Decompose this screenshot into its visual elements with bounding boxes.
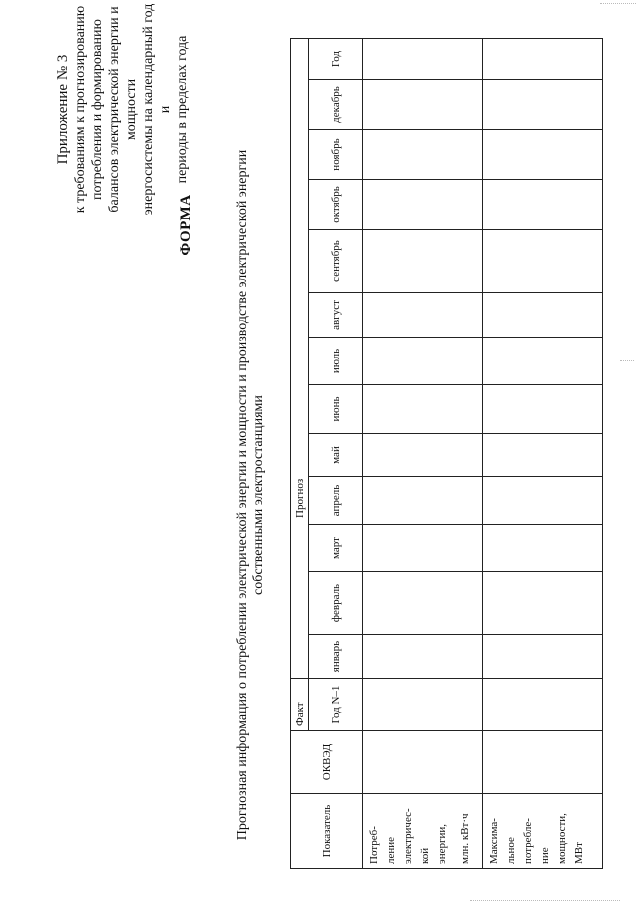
form-title-line1: Прогнозная информация о потреблении электрической энергии и мощности и производстве электрической энергии [235, 149, 250, 841]
table-cell [483, 130, 603, 180]
row-label-line: Потреб- [368, 826, 380, 864]
row-label-power [483, 794, 603, 869]
appendix-line: потребления и формированию [90, 19, 105, 200]
row-label-energy [363, 794, 483, 869]
table-cell [363, 180, 483, 230]
table-cell [483, 434, 603, 477]
table-cell [363, 434, 483, 477]
row-label-line: ние [539, 847, 551, 864]
table-cell [483, 731, 603, 794]
header-month-january: январь [309, 635, 363, 679]
header-month-february: февраль [309, 572, 363, 635]
scan-edge-mark [600, 3, 636, 4]
scan-edge-mark [470, 900, 620, 901]
row-label-line: МВт [573, 842, 585, 864]
appendix-header [55, 2, 191, 217]
table-cell [363, 39, 483, 80]
table-cell [363, 130, 483, 180]
table-cell [483, 572, 603, 635]
header-year: Год [309, 39, 363, 80]
table-cell [483, 635, 603, 679]
row-label-line: льное [505, 837, 517, 864]
row-label-line: энергии, [436, 823, 448, 864]
row-label-line: мощности, [556, 813, 568, 864]
appendix-line: периоды в пределах года [175, 35, 190, 184]
table-cell [363, 385, 483, 434]
table-cell [363, 230, 483, 293]
header-month-april: апрель [309, 477, 363, 525]
header-month-september: сентябрь [309, 230, 363, 293]
table-cell [363, 338, 483, 385]
header-fact: Факт [291, 679, 309, 731]
appendix-line: к требованиям к прогнозированию [73, 5, 88, 214]
table-cell [363, 679, 483, 731]
row-label-line: Максима- [488, 818, 500, 864]
table-row [483, 39, 603, 869]
table-cell [483, 477, 603, 525]
header-month-august: август [309, 293, 363, 338]
table-cell [483, 293, 603, 338]
table-cell [483, 39, 603, 80]
appendix-line: балансов электрической энергии и мощности [107, 6, 139, 213]
row-label-line: кой [419, 847, 431, 864]
header-month-november: ноябрь [309, 130, 363, 180]
header-forecast: Прогноз [291, 39, 309, 679]
table-cell [363, 731, 483, 794]
form-title-line2: собственными электростанциями [251, 395, 266, 595]
table-cell [363, 80, 483, 130]
form-title [235, 125, 267, 865]
scan-edge-mark [620, 360, 634, 361]
table-cell [363, 477, 483, 525]
table-cell [483, 80, 603, 130]
header-month-october: октябрь [309, 180, 363, 230]
row-label-line: млн. кВт·ч [459, 813, 471, 864]
table-cell [483, 338, 603, 385]
header-month-december: декабрь [309, 80, 363, 130]
header-month-may: май [309, 434, 363, 477]
table-cell [363, 635, 483, 679]
table-cell [483, 230, 603, 293]
table-cell [483, 385, 603, 434]
table-cell [483, 180, 603, 230]
header-month-june: июнь [309, 385, 363, 434]
row-label-line: ление [385, 836, 397, 864]
table-cell [363, 293, 483, 338]
header-okved: ОКВЭД [291, 731, 363, 794]
table-cell [483, 679, 603, 731]
forecast-table [290, 38, 603, 869]
table-row [363, 39, 483, 869]
table-cell [363, 525, 483, 572]
appendix-number: Приложение № 3 [55, 54, 71, 165]
form-label: ФОРМА [178, 194, 194, 256]
header-fact-year: Год N–1 [309, 679, 363, 731]
header-indicator: Показатель [291, 794, 363, 869]
header-month-july: июль [309, 338, 363, 385]
table-cell [483, 525, 603, 572]
row-label-line: потребле- [522, 818, 534, 864]
table-cell [363, 572, 483, 635]
header-month-march: март [309, 525, 363, 572]
row-label-line: электричес- [402, 808, 414, 864]
appendix-line: энергосистемы на календарный год и [141, 3, 173, 216]
